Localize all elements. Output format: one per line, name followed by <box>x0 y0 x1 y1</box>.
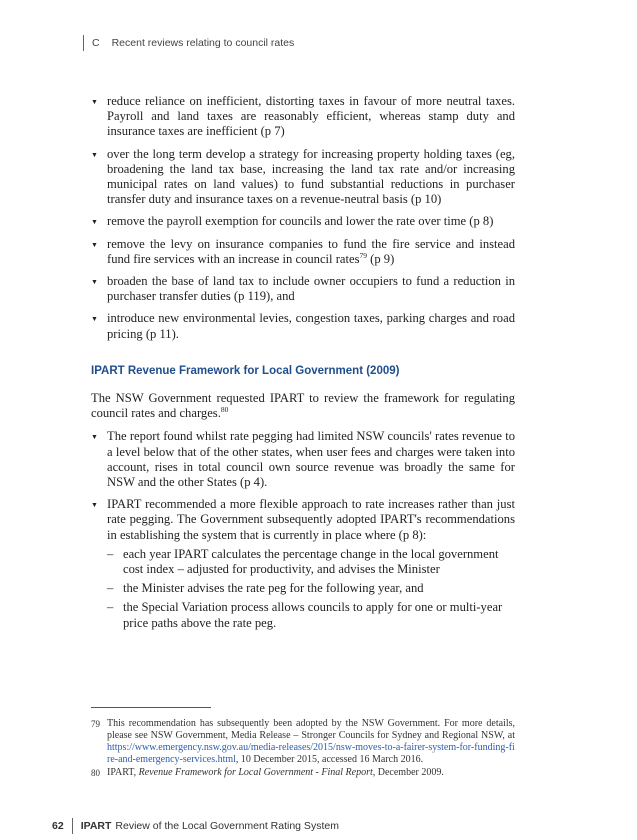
footnote-number: 79 <box>91 719 100 729</box>
page-footer <box>52 818 339 834</box>
dash-item: – each year IPART calculates the percentage change in the local government cost index – adjusted for productivity, and advises the Minister <box>107 547 515 577</box>
list-item: ▼ reduce reliance on inefficient, distorting taxes in favour of more neutral taxes. Payroll and land taxes are reasonably efficient, whereas stamp duty and insurance taxes are inefficient (p 7) <box>91 94 515 140</box>
list-item-text: remove the levy on insurance companies to fund the fire service and instead fund fire services with an increase in council rates <box>107 236 515 266</box>
dash-item: – the Special Variation process allows councils to apply for one or multi-year price paths above the rate peg. <box>107 600 515 630</box>
header-divider <box>83 35 84 51</box>
footnote-text: IPART, <box>107 767 139 778</box>
list-item-tail: (p 9) <box>366 251 395 266</box>
page-number: 62 <box>52 820 64 832</box>
footnote-number: 80 <box>91 768 100 778</box>
appendix-letter: C <box>92 37 100 49</box>
main-content <box>91 94 515 638</box>
list-item-text: IPART recommended a more flexible approach to rate increases rather than just rate pegging. The Government subsequently adopted IPART's recommendations in establishing the system that is currently in place where (p 8): <box>107 497 515 542</box>
header-title: Recent reviews relating to council rates <box>111 37 295 49</box>
bullet-list-top <box>91 94 515 342</box>
list-item: ▼ remove the payroll exemption for councils and lower the rate over time (p 8) <box>91 214 515 229</box>
running-header <box>83 36 294 50</box>
dash-list <box>107 547 515 631</box>
footnote-80 <box>91 767 515 779</box>
footer-title: Review of the Local Government Rating System <box>115 820 339 832</box>
footer-divider <box>72 818 73 834</box>
list-item <box>91 237 515 267</box>
footer-org: IPART <box>80 820 112 832</box>
bullet-list-bottom <box>91 429 515 630</box>
list-item: ▼ broaden the base of land tax to include owner occupiers to fund a reduction in purchaser transfer duties (p 119), and <box>91 274 515 304</box>
footnote-79 <box>91 718 515 766</box>
footnote-tail: , 10 December 2015, accessed 16 March 2016. <box>235 754 424 765</box>
footnote-link[interactable]: https://www.emergency.nsw.gov.au/media-releases/2015/nsw-moves-to-a-fairer-system-for-funding-fire-and-emergency-services.html <box>107 742 515 765</box>
footnote-ref[interactable]: 80 <box>220 405 229 415</box>
footnote-tail: , December 2009. <box>372 767 444 778</box>
list-item: ▼ The report found whilst rate pegging had limited NSW councils' rates revenue to a level below that of the other states, when user fees and charges were taken into account, rises in total council own source revenue was broadly the same for NSW and the other States (p 4). <box>91 429 515 490</box>
list-item: ▼ over the long term develop a strategy for increasing property holding taxes (eg, broadening the land tax base, increasing the land tax rate and/or increasing municipal rates on land values) to fund substantial reductions in purchaser transfer duty and insurance taxes on a revenue-neutral basis (p 10) <box>91 147 515 208</box>
footnote-text: This recommendation has subsequently been adopted by the NSW Government. For more details, please see NSW Government, Media Release – Stronger Councils for Sydney and Regional NSW, at <box>107 718 515 741</box>
list-item: ▼ introduce new environmental levies, congestion taxes, parking charges and road pricing (p 11). <box>91 311 515 341</box>
footnotes <box>91 718 515 780</box>
intro-paragraph <box>91 391 515 421</box>
footnote-divider <box>91 707 211 708</box>
dash-item: – the Minister advises the rate peg for the following year, and <box>107 581 515 596</box>
intro-text: The NSW Government requested IPART to review the framework for regulating council rates and charges. <box>91 391 515 421</box>
footnote-ref[interactable]: 79 <box>359 250 367 260</box>
list-item <box>91 497 515 631</box>
report-title: Revenue Framework for Local Government - Final Report <box>138 767 373 778</box>
section-heading: IPART Revenue Framework for Local Government (2009) <box>91 364 400 377</box>
